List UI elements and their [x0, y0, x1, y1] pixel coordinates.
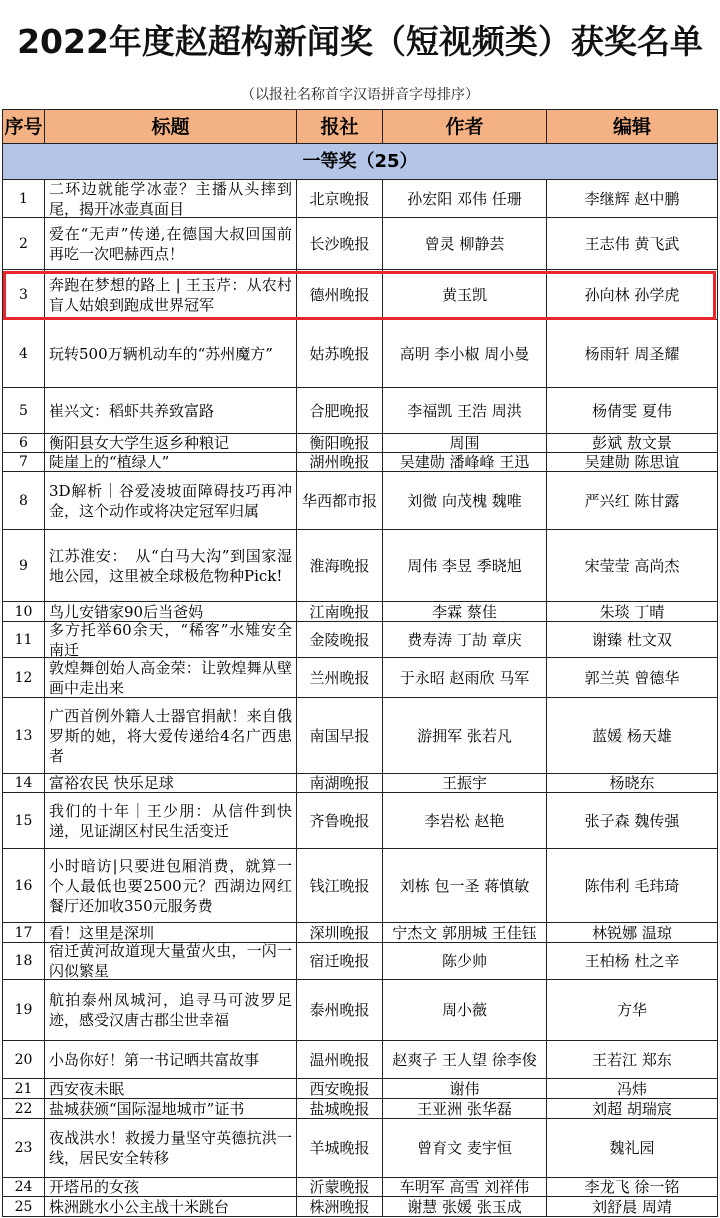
newspaper-cell: 泰州晚报 [297, 980, 383, 1040]
title-cell: 衡阳县女大学生返乡种粮记 [45, 434, 297, 452]
newspaper-cell: 沂蒙晚报 [297, 1178, 383, 1196]
title-cell: 小岛你好！第一书记晒共富故事 [45, 1041, 297, 1078]
row-number-cell: 1 [3, 180, 45, 217]
editor-cell: 杨倩雯 夏伟 [547, 388, 718, 433]
table-row [3, 1197, 718, 1217]
title-cell: 西安夜未眠 [45, 1079, 297, 1098]
title-cell: 敦煌舞创始人高金荣：让敦煌舞从壁画中走出来 [45, 658, 297, 697]
table-row [3, 1119, 718, 1178]
row-number-cell: 11 [3, 622, 45, 657]
author-cell: 李霖 蔡佳 [383, 602, 547, 621]
title-cell: 奔跑在梦想的路上 | 王玉芹：从农村盲人姑娘到跑成世界冠军 [45, 270, 297, 319]
author-cell: 吴建勋 潘峰峰 王迅 [383, 453, 547, 471]
table-row [3, 1079, 718, 1099]
newspaper-cell: 深圳晚报 [297, 923, 383, 942]
title-cell: 航拍泰州凤城河，追寻马可波罗足迹，感受汉唐古郡尘世幸福 [45, 980, 297, 1040]
table-row [3, 434, 718, 453]
table-row [3, 622, 718, 658]
newspaper-cell: 温州晚报 [297, 1041, 383, 1078]
row-number-cell: 16 [3, 849, 45, 922]
author-cell: 曾灵 柳静芸 [383, 218, 547, 269]
table-header-row [3, 110, 718, 144]
editor-cell: 郭兰英 曾德华 [547, 658, 718, 697]
table-row [3, 774, 718, 793]
editor-cell: 刘舒晨 周靖 [547, 1197, 718, 1216]
title-cell: 我们的十年｜王少朋：从信件到快递，见证湖区村民生活变迁 [45, 793, 297, 848]
author-cell: 李岩松 赵艳 [383, 793, 547, 848]
editor-cell: 魏礼园 [547, 1119, 718, 1177]
author-cell: 陈少帅 [383, 943, 547, 979]
editor-cell: 李龙飞 徐一铭 [547, 1178, 718, 1196]
row-number-cell: 8 [3, 472, 45, 529]
title-cell: 3D解析｜谷爱凌坡面障碍技巧再冲金，这个动作或将决定冠军归属 [45, 472, 297, 529]
author-cell: 于永昭 赵雨欣 马军 [383, 658, 547, 697]
editor-cell: 李继辉 赵中鹏 [547, 180, 718, 217]
table-row [3, 1099, 718, 1119]
table-row [3, 218, 718, 270]
author-cell: 孙宏阳 邓伟 任珊 [383, 180, 547, 217]
editor-cell: 彭斌 敖文景 [547, 434, 718, 452]
title-cell: 多方托举60余天，“稀客”水雉安全南迁 [45, 622, 297, 657]
title-cell: 开塔吊的女孩 [45, 1178, 297, 1196]
newspaper-cell: 株洲晚报 [297, 1197, 383, 1216]
table-row [3, 180, 718, 218]
author-cell: 曾育文 麦宇恒 [383, 1119, 547, 1177]
table-row [3, 472, 718, 530]
editor-cell: 方华 [547, 980, 718, 1040]
editor-cell: 孙向林 孙学虎 [547, 270, 718, 319]
table-row [3, 388, 718, 434]
author-cell: 高明 李小椒 周小曼 [383, 320, 547, 387]
editor-cell: 陈伟利 毛玮琦 [547, 849, 718, 922]
table-row [3, 270, 718, 320]
newspaper-cell: 德州晚报 [297, 270, 383, 319]
header-editor: 编辑 [547, 110, 718, 143]
newspaper-cell: 江南晚报 [297, 602, 383, 621]
newspaper-cell: 宿迁晚报 [297, 943, 383, 979]
row-number-cell: 24 [3, 1178, 45, 1196]
row-number-cell: 6 [3, 434, 45, 452]
title-cell: 小时暗访|只要进包厢消费，就算一个人最低也要2500元？西湖边网红餐厅还加收350元服务费 [45, 849, 297, 922]
table-row [3, 1178, 718, 1197]
row-number-cell: 25 [3, 1197, 45, 1216]
newspaper-cell: 南湖晚报 [297, 774, 383, 792]
table-row [3, 849, 718, 923]
editor-cell: 杨晓东 [547, 774, 718, 792]
editor-cell: 吴建勋 陈思谊 [547, 453, 718, 471]
newspaper-cell: 姑苏晚报 [297, 320, 383, 387]
newspaper-cell: 羊城晚报 [297, 1119, 383, 1177]
author-cell: 宁杰文 郭朋城 王佳钰 [383, 923, 547, 942]
section-title: 一等奖（25） [3, 144, 718, 179]
table-row [3, 320, 718, 388]
newspaper-cell: 兰州晚报 [297, 658, 383, 697]
table-row [3, 453, 718, 472]
row-number-cell: 5 [3, 388, 45, 433]
newspaper-cell: 钱江晚报 [297, 849, 383, 922]
table-row [3, 658, 718, 698]
document-subtitle: （以报社名称首字汉语拼音字母排序） [241, 87, 479, 103]
newspaper-cell: 西安晚报 [297, 1079, 383, 1098]
title-cell: 崔兴文：稻虾共养致富路 [45, 388, 297, 433]
row-number-cell: 15 [3, 793, 45, 848]
newspaper-cell: 华西都市报 [297, 472, 383, 529]
newspaper-cell: 合肥晚报 [297, 388, 383, 433]
editor-cell: 严兴红 陈甘露 [547, 472, 718, 529]
row-number-cell: 19 [3, 980, 45, 1040]
author-cell: 李福凯 王浩 周洪 [383, 388, 547, 433]
author-cell: 游拥军 张若凡 [383, 698, 547, 773]
editor-cell: 刘超 胡瑞宸 [547, 1099, 718, 1118]
section-row [3, 144, 718, 180]
table-row [3, 943, 718, 980]
author-cell: 周小薇 [383, 980, 547, 1040]
row-number-cell: 3 [3, 270, 45, 319]
newspaper-cell: 北京晚报 [297, 180, 383, 217]
title-cell: 爱在“无声”传递,在德国大叔回国前再吃一次吧赫西点！ [45, 218, 297, 269]
newspaper-cell: 淮海晚报 [297, 530, 383, 601]
author-cell: 车明军 高雪 刘祥伟 [383, 1178, 547, 1196]
author-cell: 谢慧 张媛 张玉成 [383, 1197, 547, 1216]
header-title: 标题 [45, 110, 297, 143]
row-number-cell: 13 [3, 698, 45, 773]
row-number-cell: 18 [3, 943, 45, 979]
header-newspaper: 报社 [297, 110, 383, 143]
title-cell: 富裕农民 快乐足球 [45, 774, 297, 792]
author-cell: 谢伟 [383, 1079, 547, 1098]
row-number-cell: 7 [3, 453, 45, 471]
newspaper-cell: 南国早报 [297, 698, 383, 773]
author-cell: 刘栋 包一圣 蒋慎敏 [383, 849, 547, 922]
table-row [3, 793, 718, 849]
title-cell: 鸟儿安错家90后当爸妈 [45, 602, 297, 621]
newspaper-cell: 齐鲁晚报 [297, 793, 383, 848]
table-row [3, 698, 718, 774]
table-row [3, 1041, 718, 1079]
newspaper-cell: 长沙晚报 [297, 218, 383, 269]
author-cell: 周伟 李昱 季晓旭 [383, 530, 547, 601]
title-cell: 陡崖上的“植绿人” [45, 453, 297, 471]
author-cell: 王亚洲 张华磊 [383, 1099, 547, 1118]
editor-cell: 杨雨轩 周圣耀 [547, 320, 718, 387]
table-row [3, 923, 718, 943]
row-number-cell: 22 [3, 1099, 45, 1118]
row-number-cell: 14 [3, 774, 45, 792]
editor-cell: 林锐娜 温琼 [547, 923, 718, 942]
title-cell: 盐城获颁“国际湿地城市”证书 [45, 1099, 297, 1118]
editor-cell: 蓝媛 杨天雄 [547, 698, 718, 773]
author-cell: 黄玉凯 [383, 270, 547, 319]
editor-cell: 张子森 魏传强 [547, 793, 718, 848]
editor-cell: 王志伟 黄飞武 [547, 218, 718, 269]
table-row [3, 980, 718, 1041]
newspaper-cell: 湖州晚报 [297, 453, 383, 471]
title-cell: 宿迁黄河故道现大量萤火虫，一闪一闪似繁星 [45, 943, 297, 979]
document-title: 2022年度赵超构新闻奖（短视频类）获奖名单 [17, 22, 703, 61]
header-number: 序号 [3, 110, 45, 143]
row-number-cell: 4 [3, 320, 45, 387]
title-cell: 看！这里是深圳 [45, 923, 297, 942]
editor-cell: 冯炜 [547, 1079, 718, 1098]
author-cell: 费寿涛 丁劼 章庆 [383, 622, 547, 657]
row-number-cell: 17 [3, 923, 45, 942]
title-cell: 株洲跳水小公主战十米跳台 [45, 1197, 297, 1216]
editor-cell: 宋莹莹 高尚杰 [547, 530, 718, 601]
editor-cell: 谢臻 杜文双 [547, 622, 718, 657]
header-author: 作者 [383, 110, 547, 143]
author-cell: 赵爽子 王人望 徐李俊 [383, 1041, 547, 1078]
newspaper-cell: 金陵晚报 [297, 622, 383, 657]
author-cell: 刘微 向茂槐 魏唯 [383, 472, 547, 529]
title-cell: 江苏淮安： 从“白马大沟”到国家湿地公园，这里被全球极危物种Pick! [45, 530, 297, 601]
award-table [2, 109, 718, 1217]
table-row [3, 530, 718, 602]
title-cell: 玩转500万辆机动车的“苏州魔方” [45, 320, 297, 387]
editor-cell: 朱琰 丁晴 [547, 602, 718, 621]
editor-cell: 王若江 郑东 [547, 1041, 718, 1078]
newspaper-cell: 衡阳晚报 [297, 434, 383, 452]
row-number-cell: 2 [3, 218, 45, 269]
title-cell: 夜战洪水！救援力量坚守英德抗洪一线，居民安全转移 [45, 1119, 297, 1177]
row-number-cell: 20 [3, 1041, 45, 1078]
author-cell: 周围 [383, 434, 547, 452]
title-cell: 广西首例外籍人士器官捐献！来自俄罗斯的她，将大爱传递给4名广西患者 [45, 698, 297, 773]
row-number-cell: 9 [3, 530, 45, 601]
author-cell: 王振宇 [383, 774, 547, 792]
row-number-cell: 10 [3, 602, 45, 621]
row-number-cell: 23 [3, 1119, 45, 1177]
row-number-cell: 21 [3, 1079, 45, 1098]
title-cell: 二环边就能学冰壶？主播从头摔到尾，揭开冰壶真面目 [45, 180, 297, 217]
row-number-cell: 12 [3, 658, 45, 697]
newspaper-cell: 盐城晚报 [297, 1099, 383, 1118]
editor-cell: 王柏杨 杜之辛 [547, 943, 718, 979]
